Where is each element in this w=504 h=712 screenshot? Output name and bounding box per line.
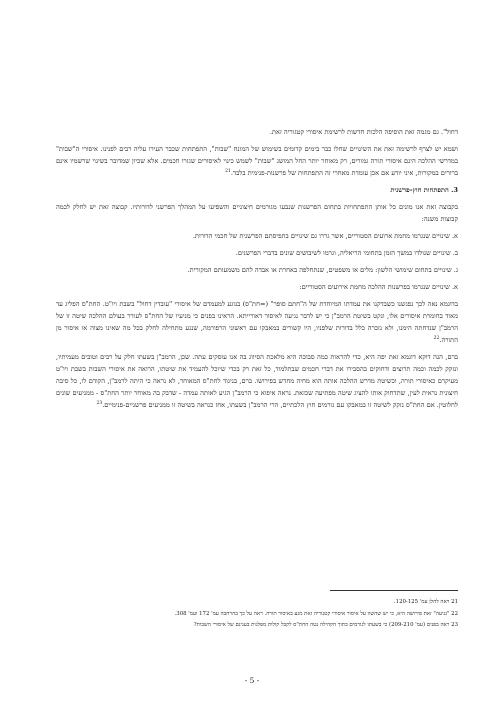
list-item: א. שינויים שנגרמו מחמת ארועים הסטוריים, אשר גררו גם שינויים בתפיסתם הפרשנית של חכמי הדורות. [192,232,458,240]
list-item: ב. שינויים שנולדו במשך הזמן בתחומי הריאליה, וגרמו לשיבושים שונים בדברי הפרשנים. [235,249,458,257]
subsection-heading: א. שינויים שנגרמו בפרשנות ההלכה מחמת אירועים הסטוריים: [299,283,458,291]
page-number: - 5 - [244,676,260,685]
section-heading: 3. התפתחות חוץ-פרשנית [390,186,458,194]
footnote: 21 ראה להלן עמ' 120-125. [393,599,458,605]
footnote: 22 "נגיעה" זאת פירושה היא, כי יש שהשוו על איסור איסורי קטגוריה זאת מגע באיסור תורה. ראה על כך בהרחבה עמ' 172 ועמ' 308. [174,610,458,617]
page-body [56,126,458,416]
footnote-marker: 23 [96,400,103,406]
footnote-marker: 22 [433,335,440,341]
paragraph: ברם, הנה דוקא דוגמא זאת יפה היא, כדי להראות כמה סבוכה היא מלאכת הסיווג בה אנו עוסקים עתה. שכן, הרמב"ן בשעתו חלק על רבים וטובים מעמיתיו, ונזקק לכמה וכמה תרוצים ודחוקים בהסבירו את דברי חכמים שבתלמוד, כל זאת רק בכדי שיוכל להעמיד את שיטתו, הרואה את איסורי השבות בשבת ויו"ט מעיקרם כאיסורי תורה, וכשיטת מדרש ההלכה אותה הוא מחיה מחדש בפירושו. ברם, בניגוד לחת"ס המאוחר, לא נראה כי היתה לרמב"ן, הקודם לו, כל סיבה חיצונית נראית לעין, שתדחוק אותו להציג שיטה מפתיעה שכזאת. נראה איפוא כי הרמב"ן הגיע לאותה עמדה - שדבק בה מאוחר יותר החת"ס - ממניעים שונים לחלוטין. אם החת"ס נזקק לשיטה זו במאבקו עם גורמים חוץ הלכתיים, הרי הרמב"ן בשעתו, אחז כנראה בשיטה זו ממניעים פרשניים-פנימיים.$^{23}$ [56,353,458,409]
footnotes [56,598,458,633]
footnote-marker: 21 [225,168,231,174]
footnote-divider [330,590,458,591]
paragraph: דחול". גם מגמה זאת הוסיפה הלכות חדשות לרשימת איסורי קטגוריה זאת. [269,128,458,136]
list-item: ג. שינויים בתחום שימושי הלשון: מלים או משפטים, שנתחלפה באחרת או אבדה להם משמעותם המקורית. [187,266,458,274]
paragraph: בקבוצה זאת אנו מונים כל אותן התפתחויות בתחום הפרשנות שנבעו מגורמים חיצוניים והשפיעו על המהלך הפרשני לדורותיו. קבוצה זאת יש לחלק לכמה קבוצות משנה: [56,203,458,223]
paragraph: ושמא יש לצרף לרשימה זאת את השינויים שחלו כבר בימים קדומים בשימוש של המונח "שבות", התפתחות שכבר העירו עליה רבים לפנינו. איסורי ה"שבות" במדרשי ההלכה הינם איסורי תורה גמורים, רק מאוחר יותר החל המושג "שבות" לשמש כינוי לאיסורים שגזרו חכמים. אלא שכיון שמדובר בשינוי שרשמיו אינם ברורים במקורות, איני יודע אם אכן עומדת מאחרי זה התפתחות של פרשנות-פנימית בלבד.$^{21}$ [56,145,458,177]
footnote: 23 ראה בפנים (עמ' 209-210) כי בשעתו לגורמים בתוך הקהילה נטה החת"ס לקבל קולות מפלגות בענינם של איסורי השבות? [193,622,458,628]
paragraph: בדוגמא נאה לכך נפגשנו כשבדקנו את עמדתו המיוחדת של ה"חתם סופר" (=חת"ס) בנוגע למעמדם של איסורי "עובדין דחול" בשבת ויו"ט. החת"ס הפליג עד מאוד בחומרת איסורים אלו, ונקט בשיטת הרמב"ן כי יש לדבר נגיעה לאיסור דאורייתא. הראינו בפנים כי מניעיו של החת"ס לעורר בעולם ההלכה שיטה זו של הרמב"ן שנדחתה הימנו, ולא נזכרה כלל בדורות שלפניו, היו קשורים במאבקו עם ראשוני הרפורמה, שנגע מתחילה לחלק בכל מה שאינו מצוה או איסור מן התורה.$^{22}$ [56,300,458,344]
